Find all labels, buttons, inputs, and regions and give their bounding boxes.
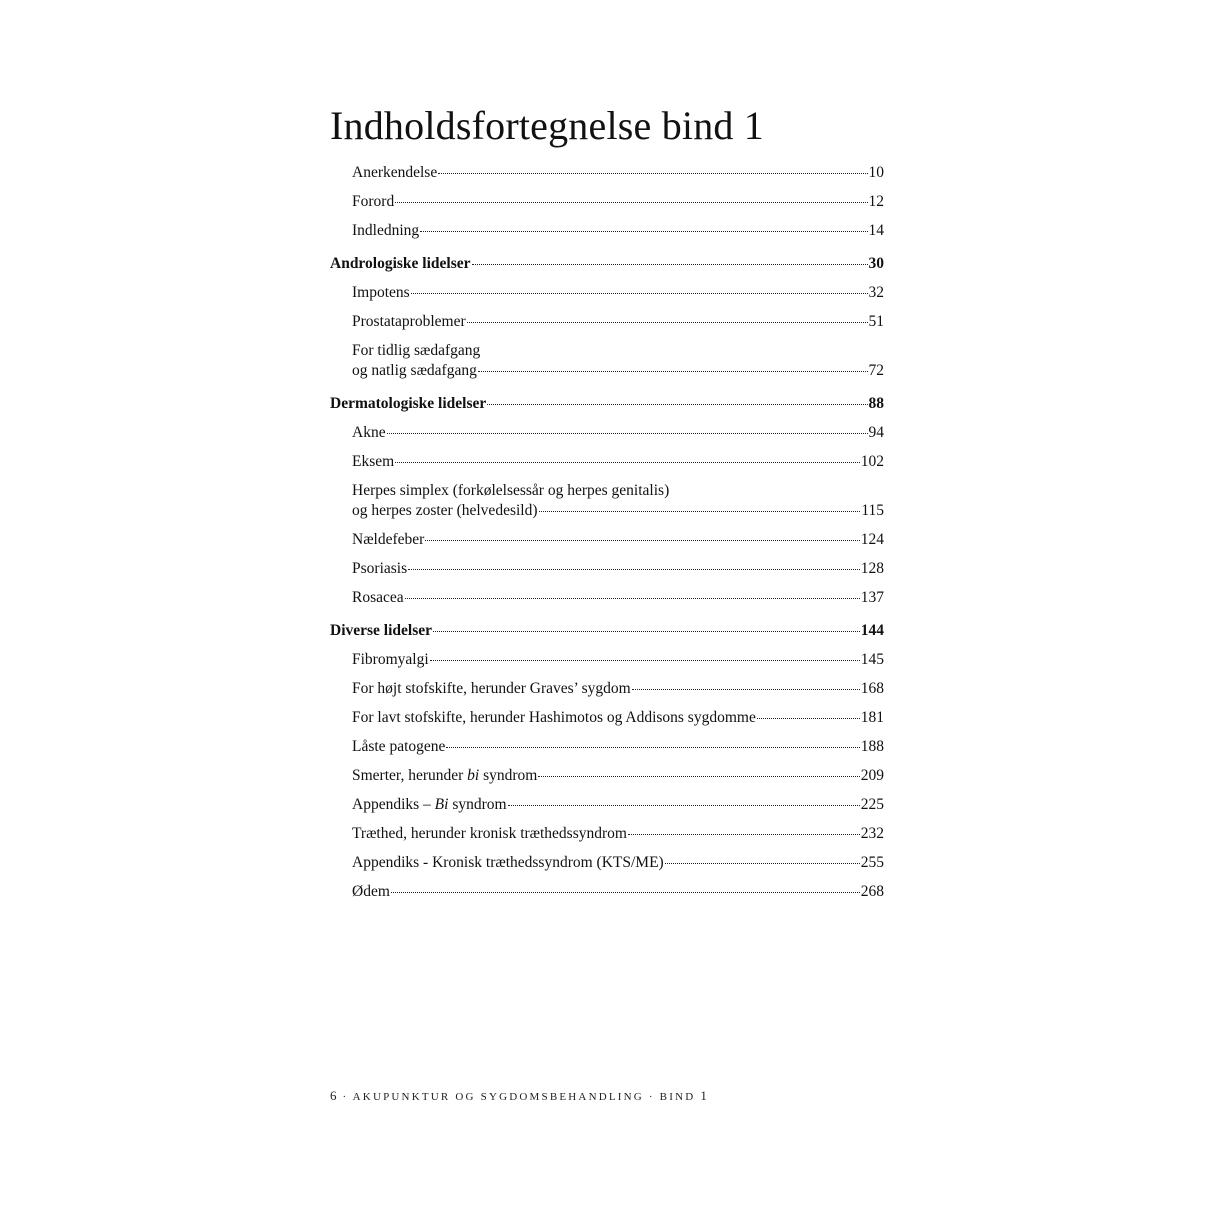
- toc-entry-label: Ødem: [352, 883, 390, 900]
- dot-leader: [478, 371, 868, 372]
- toc-entry-label: Forord: [352, 193, 395, 210]
- toc-entry-page: 72: [868, 362, 884, 379]
- toc-entry-page: 32: [868, 284, 884, 301]
- toc-entry-label: Appendiks - Kronisk træthedssyndrom (KTS/ME): [352, 854, 664, 871]
- toc-entry[interactable]: [330, 221, 884, 241]
- toc-entry[interactable]: [330, 679, 884, 699]
- toc-entry-label: Rosacea: [352, 589, 404, 606]
- dot-leader: [446, 747, 859, 748]
- toc-entry[interactable]: [330, 882, 884, 902]
- toc-entry-page: 115: [861, 502, 884, 519]
- footer-running-head: · AKUPUNKTUR OG SYGDOMSBEHANDLING · BIND: [342, 1091, 696, 1103]
- dot-leader: [472, 264, 868, 265]
- toc-entry-page: 268: [860, 883, 884, 900]
- toc-entry-label: Fibromyalgi: [352, 651, 429, 668]
- dot-leader: [467, 322, 868, 323]
- toc-entry[interactable]: [330, 795, 884, 815]
- toc-section-heading[interactable]: [330, 254, 884, 274]
- table-of-contents: [330, 163, 884, 911]
- toc-entry[interactable]: [330, 192, 884, 212]
- dot-leader: [411, 293, 868, 294]
- toc-entry-label: Appendiks – Bi syndrom: [352, 796, 507, 813]
- dot-leader: [628, 834, 860, 835]
- toc-entry-page: 14: [868, 222, 884, 239]
- toc-section-page: 30: [868, 255, 884, 272]
- toc-entry[interactable]: [330, 824, 884, 844]
- dot-leader: [408, 569, 860, 570]
- dot-leader: [487, 404, 867, 405]
- dot-leader: [395, 462, 860, 463]
- toc-entry[interactable]: [330, 452, 884, 472]
- toc-entry[interactable]: [330, 853, 884, 873]
- dot-leader: [391, 892, 860, 893]
- toc-entry-label: Psoriasis: [352, 560, 408, 577]
- toc-section-label: Andrologiske lidelser: [330, 255, 471, 272]
- dot-leader: [405, 598, 860, 599]
- toc-section-label: Diverse lidelser: [330, 622, 433, 639]
- toc-entry-page: 168: [860, 680, 884, 697]
- toc-entry-page: 51: [868, 313, 884, 330]
- dot-leader: [665, 863, 860, 864]
- toc-entry-page: 94: [868, 424, 884, 441]
- dot-leader: [757, 718, 860, 719]
- toc-entry-label: Indledning: [352, 222, 420, 239]
- toc-entry[interactable]: [330, 737, 884, 757]
- toc-entry-page: 255: [860, 854, 884, 871]
- dot-leader: [508, 805, 860, 806]
- toc-entry-label: Låste patogene: [352, 738, 446, 755]
- toc-section-page: 88: [868, 395, 884, 412]
- toc-entry-label-line2: og natlig sædafgang: [352, 362, 477, 379]
- toc-entry-page: 128: [860, 560, 884, 577]
- dot-leader: [539, 511, 861, 512]
- dot-leader: [430, 660, 860, 661]
- toc-section-heading[interactable]: [330, 394, 884, 414]
- dot-leader: [395, 202, 867, 203]
- toc-entry[interactable]: [330, 588, 884, 608]
- toc-entry-label: For lavt stofskifte, herunder Hashimotos og Addisons sygdomme: [352, 709, 756, 726]
- toc-entry[interactable]: [330, 650, 884, 670]
- toc-entry[interactable]: [330, 423, 884, 443]
- dot-leader: [425, 540, 859, 541]
- toc-entry-page: 188: [860, 738, 884, 755]
- toc-entry-label: Eksem: [352, 453, 395, 470]
- toc-section-label: Dermatologiske lidelser: [330, 395, 487, 412]
- footer-page-number: 6: [330, 1088, 338, 1103]
- footer-volume: 1: [700, 1088, 708, 1103]
- page-footer: [330, 1088, 708, 1104]
- toc-entry-label: Nældefeber: [352, 531, 425, 548]
- toc-entry-label: Smerter, herunder bi syndrom: [352, 767, 538, 784]
- dot-leader: [538, 776, 859, 777]
- dot-leader: [438, 173, 867, 174]
- toc-entry-label: Akne: [352, 424, 386, 441]
- dot-leader: [632, 689, 860, 690]
- toc-entry-multiline[interactable]: [330, 341, 884, 381]
- toc-entry-page: 102: [860, 453, 884, 470]
- toc-entry-page: 10: [868, 164, 884, 181]
- toc-entry-page: 225: [860, 796, 884, 813]
- toc-entry-page: 145: [860, 651, 884, 668]
- toc-entry-label: Anerkendelse: [352, 164, 438, 181]
- toc-entry-page: 209: [860, 767, 884, 784]
- toc-entry-label: Træthed, herunder kronisk træthedssyndrom: [352, 825, 627, 842]
- toc-entry-label: Impotens: [352, 284, 410, 301]
- dot-leader: [387, 433, 868, 434]
- page-title: Indholdsfortegnelse bind 1: [330, 103, 765, 148]
- toc-entry[interactable]: [330, 530, 884, 550]
- toc-entry[interactable]: [330, 559, 884, 579]
- toc-entry[interactable]: [330, 708, 884, 728]
- toc-entry[interactable]: [330, 312, 884, 332]
- toc-entry[interactable]: [330, 163, 884, 183]
- toc-entry-label: Prostataproblemer: [352, 313, 466, 330]
- toc-entry-label-line2: og herpes zoster (helvedesild): [352, 502, 538, 519]
- toc-entry[interactable]: [330, 766, 884, 786]
- toc-entry-page: 12: [868, 193, 884, 210]
- toc-entry-page: 232: [860, 825, 884, 842]
- toc-entry-page: 137: [860, 589, 884, 606]
- toc-entry-label-line1: Herpes simplex (forkølelsessår og herpes genitalis): [352, 482, 670, 499]
- dot-leader: [420, 231, 867, 232]
- toc-entry[interactable]: [330, 283, 884, 303]
- toc-entry-label-line1: For tidlig sædafgang: [352, 342, 481, 359]
- toc-entry-page: 181: [860, 709, 884, 726]
- toc-entry-page: 124: [860, 531, 884, 548]
- toc-entry-multiline[interactable]: [330, 481, 884, 521]
- dot-leader: [433, 631, 860, 632]
- toc-section-page: 144: [860, 622, 884, 639]
- toc-entry-label: For højt stofskifte, herunder Graves’ sygdom: [352, 680, 631, 697]
- toc-section-heading[interactable]: [330, 621, 884, 641]
